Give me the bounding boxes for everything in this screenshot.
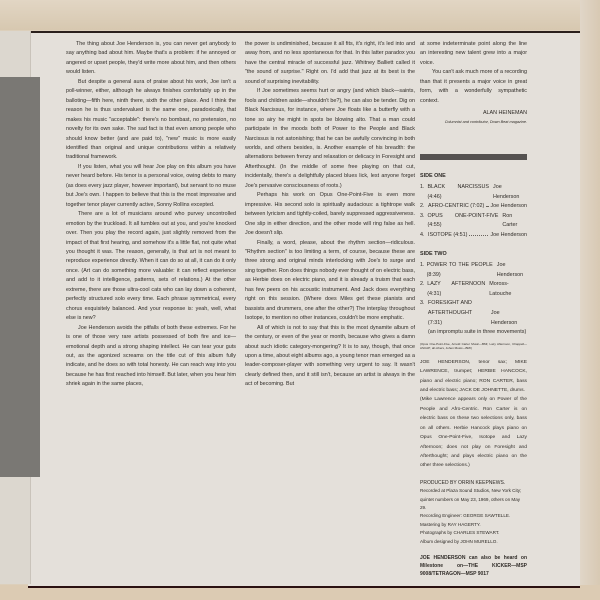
track-title: AFRO-CENTRIC (7:02)	[428, 203, 485, 210]
paragraph: The thing about Joe Henderson is, you can never get anybody to say anything bad about him. Maybe that's a problem: if he annoyed or angered or upset people, they'd write more about him, and then others would listen.	[66, 41, 236, 76]
track-item	[420, 309, 527, 328]
producer-credit: PRODUCED BY ORRIN KEEPNEWS.	[420, 479, 506, 486]
track-composer: Joe Henderson	[493, 184, 520, 200]
track-number: 4.	[420, 232, 425, 239]
dot-leader	[469, 235, 488, 236]
track-composer: Joe Henderson	[490, 232, 527, 239]
dot-leader	[486, 206, 488, 207]
credit-line: Recorded at Plaza Sound Studios, New York City;	[420, 488, 522, 494]
track-title: ISOTOPE (4:51)	[428, 232, 468, 239]
background-top	[0, 0, 600, 30]
track-number: 3.	[420, 300, 425, 307]
track-number: 3.	[420, 212, 425, 219]
track-subtitle: (an impromptu suite in three movements)	[428, 329, 527, 336]
author-title: Columnist and contributor, Down Beat magazine.	[444, 119, 527, 124]
credit-line: Album designed by JOHN MURELLO.	[420, 538, 498, 544]
publishing-note: (Opus One-Point-Five, Arnold Carter Music—BMI; Lazy Afternoon, Chappell—ASCAP; all others, Johen Music—BMI)	[420, 341, 527, 350]
credit-line: Photographs by CHARLES STEWART.	[420, 530, 500, 536]
track-title: LAZY AFTERNOON (4:31)	[427, 281, 486, 297]
track-title: FORESIGHT AND	[428, 300, 472, 307]
track-composer: Moross-Latouche	[489, 281, 512, 297]
other-albums-note: JOE HENDERSON can also be heard on Milestone on—THE KICKER—MSP 9008/TETRAGON—MSP 9017	[420, 554, 527, 577]
track-item	[420, 183, 527, 202]
track-item	[420, 231, 527, 241]
side-one-heading: SIDE ONE	[420, 172, 446, 179]
spine-gray-block	[0, 77, 40, 477]
paragraph: There are a lot of musicians around who purvey uncontrolled emotion by the truckload. It all tumbles out at you, and you're knocked over. Then you play the record again, just slightly removed from the impact of that first hearing, and somehow it's a little flat, not quite what you thought it was. The reason, generally, is that art is not meant to reproduce experience directly. When it can do so at all, it can do it only once. (Art can do something more valuable: it can reflect experience and add to it intelligence, patterns, sets of relations.) At the other extreme, there are those ultra-cool cats who can lay down a coherent, perfectly structured solo every time. Each phrase symmetrical, every chorus exquisitely balanced. And your response is: yeah, well, what else is new?	[66, 211, 236, 322]
track-number: 2.	[420, 281, 425, 288]
track-title: OPUS ONE-POINT-FIVE (4:55)	[427, 212, 499, 229]
track-title: POWER TO THE PEOPLE (8:39)	[426, 262, 493, 278]
author-name: ALAN HEINEMAN	[482, 110, 527, 117]
liner-notes-column-2	[245, 40, 415, 390]
credit-line: Recording Engineer: GEORGE SAWTELLE.	[420, 513, 511, 519]
credit-line: Mastering by RAY HAGERTY.	[420, 521, 481, 527]
track-composer: Joe Henderson	[496, 262, 524, 278]
paragraph: Joe Henderson avoids the pitfalls of both these extremes. For he is one of those very rare artists possessed of both fire and ice—emotional depth and a strong shaping intellect. He can tear your guts out, as the agonized screams on the title cut of this album fully indicate, and he does so with total honesty. He can reach way into you because he has first reached into himself. But later, when you hear him shriek again in the same places,	[66, 324, 236, 388]
personnel-note: (Mike Lawrence appears only on Power of the People and Afro-Centric. Ron Carter is on electric bass on these two selections only, bass on all others. Herbie Hancock plays piano on Opus One-Point-Five, Isotope and Lazy Afternoon; does not play on Foresight and Afterthought; and plays electric piano on the other three selections.)	[420, 397, 527, 469]
liner-notes-column-3	[420, 40, 527, 578]
paragraph: But despite a general aura of praise about his work, Joe isn't a poll-winner, either, although he always finishes comfortably up in the balloting—fifth here, ninth there, sixth the other place. And I think the reason he is thus undervalued is the same one, paradoxically, that makes his music "acceptable": there's no bombast, no pretension, no novelty for its own sake. The sad fact is that even among people who should know better (and are paid to), "new" music is more easily identified than original and unique contributions within a relatively traditional framework.	[66, 78, 236, 161]
side-two-heading: SIDE TWO	[420, 250, 447, 257]
track-number: 2.	[420, 203, 425, 210]
liner-notes-column-1	[66, 40, 236, 390]
background-right	[580, 0, 600, 600]
paragraph: the power is undiminished, because it all fits, it's right, it's led into and away from, and no less spontaneous for that. In this latter paradox you have the central miracle of successful jazz. Whitney Balliett called it "the sound of surprise." Right on. I'd add that jazz at its best is the sound of surprising inevitability.	[245, 41, 415, 85]
track-composer: Joe Henderson	[490, 310, 518, 326]
track-number: 1.	[420, 262, 425, 269]
track-title: BLACK NARCISSUS (4:46)	[427, 184, 489, 200]
paragraph: at some indeterminate point along the line an interesting new talent grew into a major voice.	[420, 41, 527, 66]
side-two-tracklist	[420, 261, 527, 338]
track-item	[420, 280, 527, 299]
track-title: AFTERTHOUGHT (7:31)	[427, 310, 473, 326]
track-item	[420, 202, 527, 212]
paragraph: Perhaps his work on Opus One-Point-Five is even more impressive. His second solo is spiritually audacious: a tightrope walk between lyricism and tightly-coiled, barely suppressed aggressiveness. One slip in either direction, and the other mode will ring false as hell. Joe doesn't slip.	[245, 192, 415, 237]
paragraph: If Joe sometimes seems hurt or angry (and which black—saints, fools and children aside—shouldn't be?), he can also be tender. Dig on Black Narcissus, for instance, where Joe floats like a butterfly with a tone so airy he might in spots be blowing alto. That a man could participate in the moods both of Power to the People and Black Narcissus is not astonishing; that he can be awfully convincing in both worlds, and others besides, is. Another example of his breadth: the alternations between frenzy and relaxation or delicacy in Foresight and Afterthought. (In the middle of some free playing on that cut, incidentally, there's a delightfully placed blues lick, lest anyone forget Joe's pervasive consciousness of roots.)	[245, 88, 415, 189]
track-number: 1.	[420, 184, 425, 191]
track-item	[420, 299, 527, 309]
recording-credits	[420, 487, 527, 546]
side-one-tracklist	[420, 183, 527, 241]
paragraph: Finally, a word, please, about the rhythm section—ridiculous. "Rhythm section" is too limiting a term, of course, because these are three strong and original minds interlocking with Joe's to surge and sing together. Ron does things nobody ever thought of on electric bass, as Herbie does on electric piano, and it is already a truism that each has few peers on his acoustic instrument. And Jack does everything right on this session. (Where does Miles get these pianists and bassists and drummers, one after the other?) The interplay throughout Isotope, to mention no other instances, couldn't be more emphatic.	[245, 239, 415, 322]
personnel: JOE HENDERSON, tenor sax; MIKE LAWRENCE, trumpet; HERBIE HANCOCK, piano and electric piano; RON CARTER, bass and electric bass; JACK DE JOHNETTE, drums.	[420, 359, 527, 394]
track-composer: Ron Carter	[502, 212, 518, 229]
paragraph: If you listen, what you will hear Joe play on this album you have never heard before. His tenor is a personal voice, owing debts to many (as does every jazz player, however important), but servant to no muse but Joe's own. I happen to believe that this is the most impressive and together tenor player currently active, Sonny Rollins excepted.	[66, 163, 236, 208]
track-item	[420, 212, 527, 231]
track-item	[420, 261, 527, 280]
paragraph: All of which is not to say that this is the most dynamite album of the century, or even of the year or month, because who gives a damn about such idiotic category-mongering? It is to say, though, that once upon a time, about eight albums ago, a young tenor man emerged as a leader-composer-player with something very urgent to say. It wasn't clearly defined then, and it still isn't, because an artist is always in the act of becoming. But	[245, 324, 415, 388]
track-composer: Joe Henderson	[490, 203, 527, 210]
divider-bar	[420, 154, 527, 160]
paragraph: You can't ask much more of a recording than that it presents a major voice in great form, with a wonderfully sympathetic context.	[420, 69, 527, 104]
credit-line: quintet numbers on May 23, 1969, others on May 29.	[420, 496, 521, 510]
